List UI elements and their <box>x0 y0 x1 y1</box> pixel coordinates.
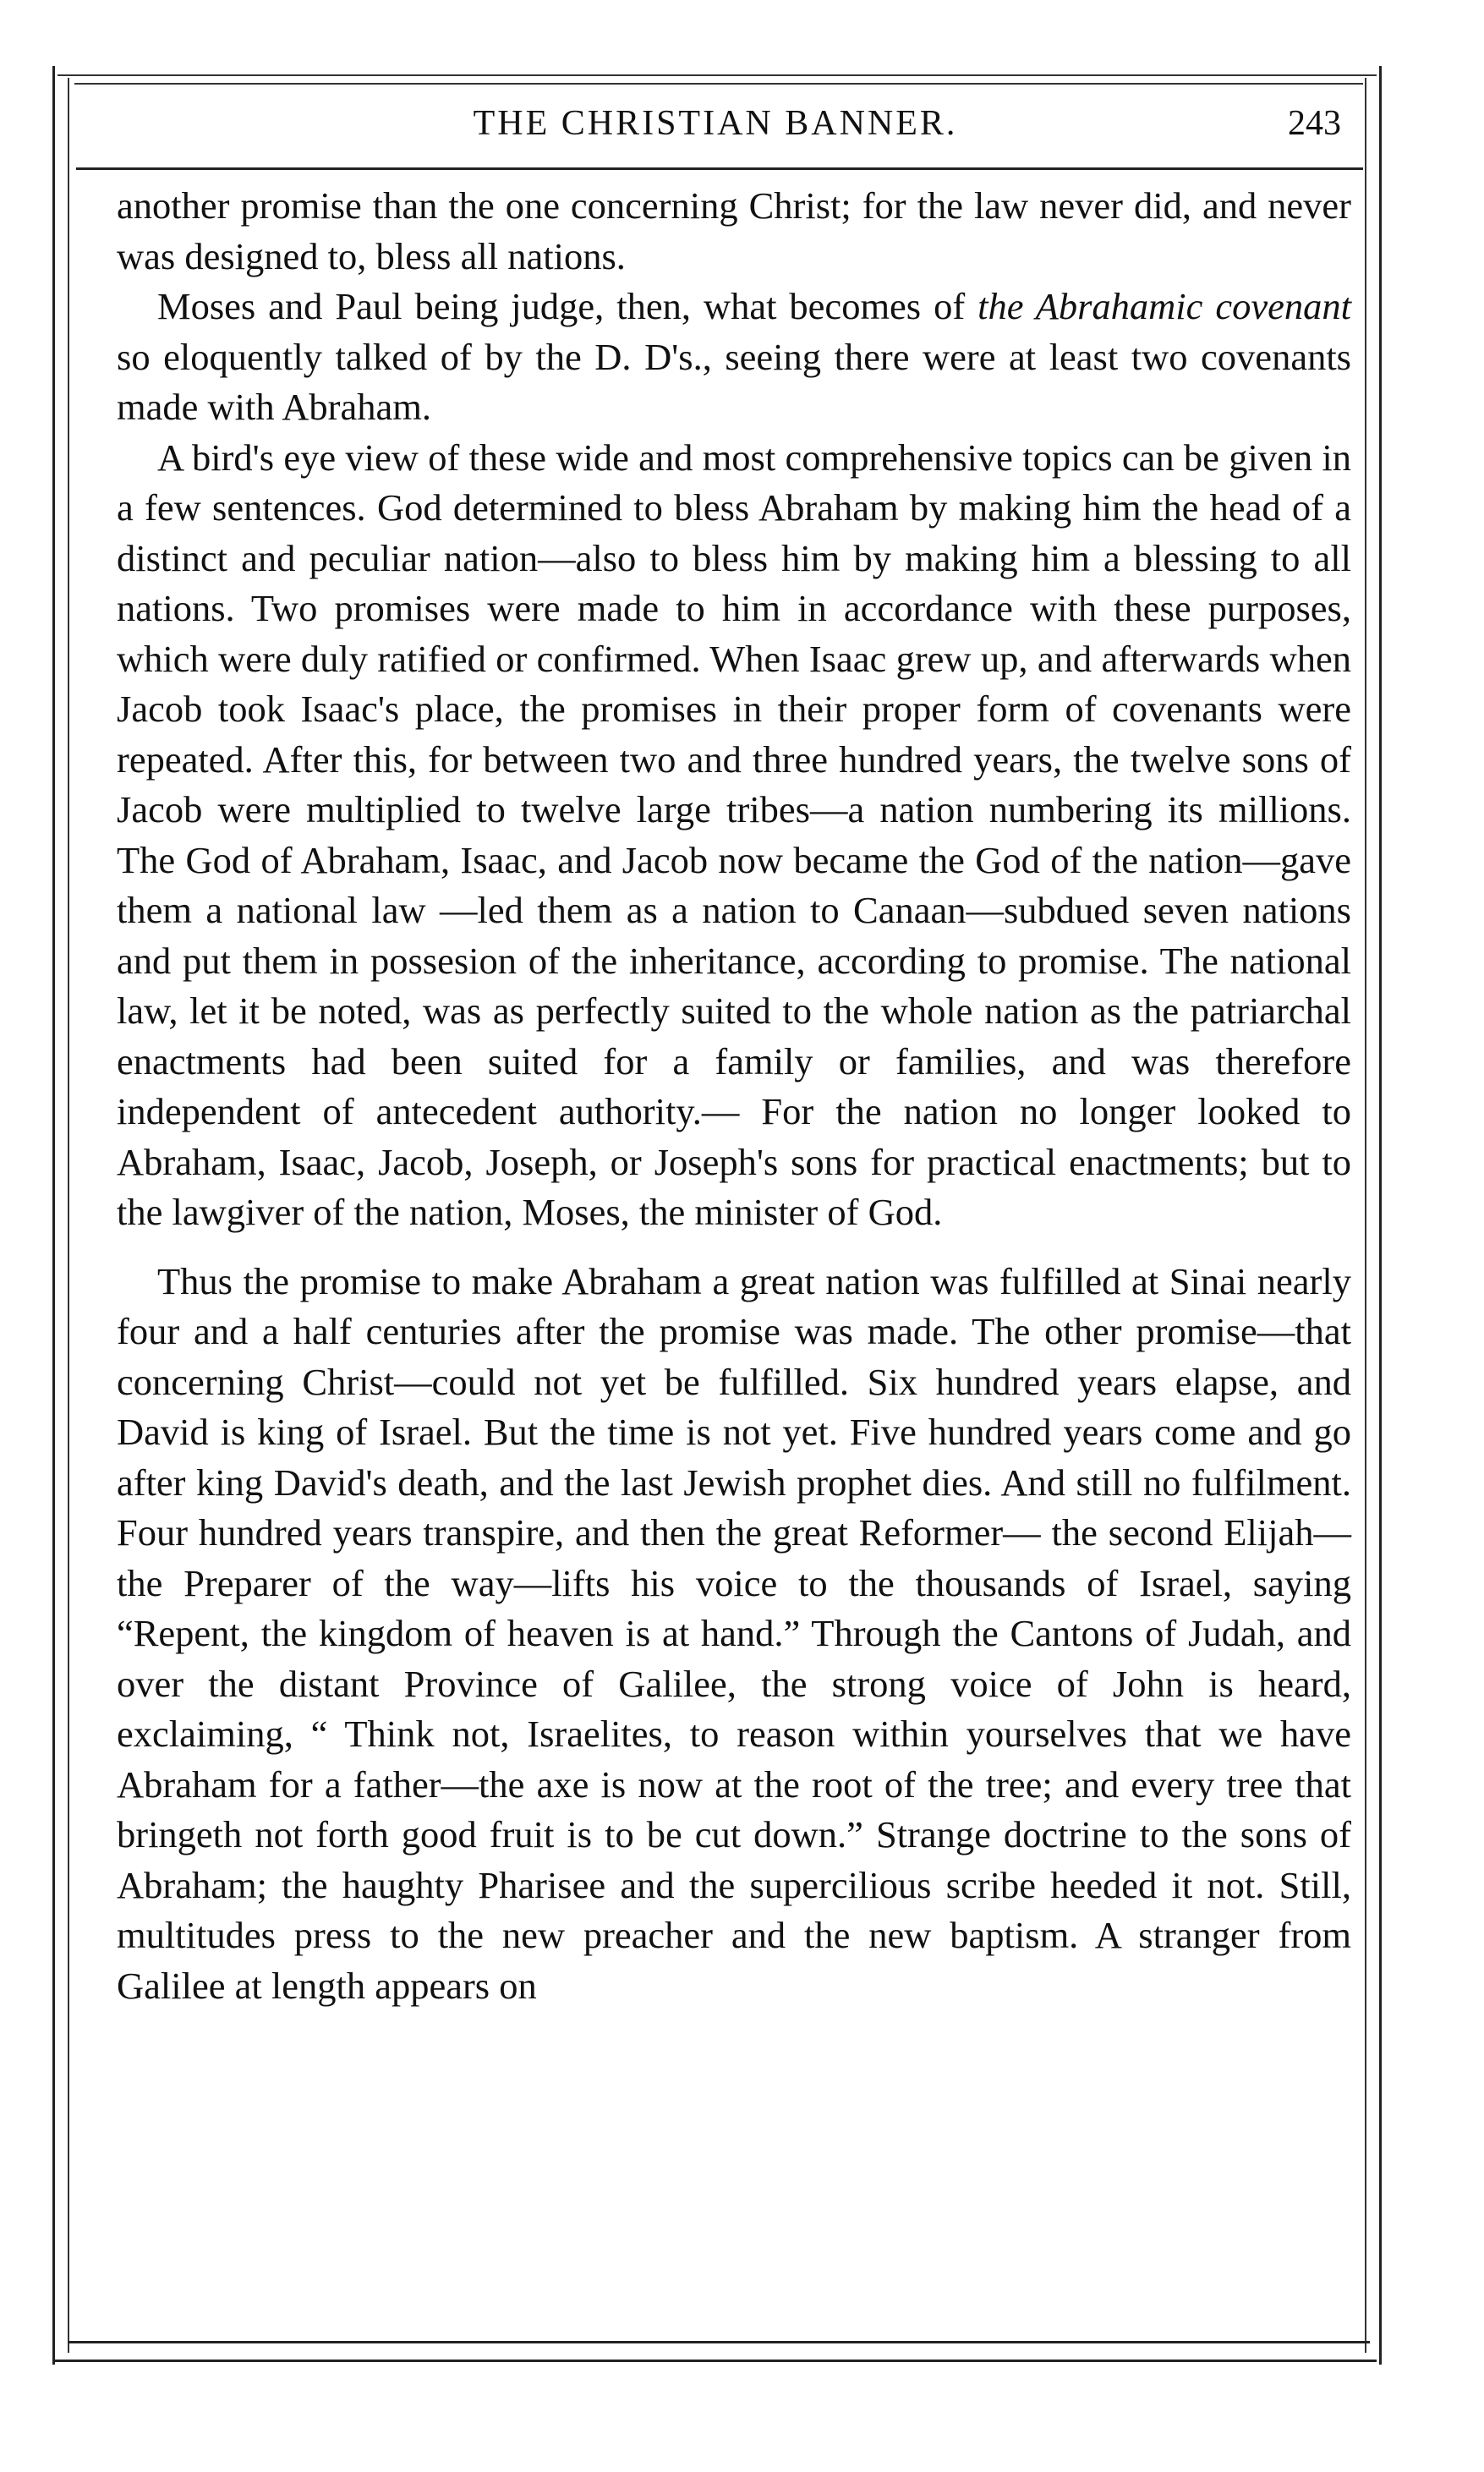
paragraph-birds-eye-view: A bird's eye view of these wide and most comprehensive topics can be given in a few sentences. God determined to bless Abraham by making him the head of a distinct and peculiar nation—also to bless him by making him a blessing to all nations. Two promises were made to him in accordance with these purposes, which were duly ratified or confirmed. When Isaac grew up, and afterwards when Jacob took Isaac's place, the promises in their proper form of covenants were repeated. After this, for between two and three hundred years, the twelve sons of Jacob were multiplied to twelve large tribes—a nation numbering its millions. The God of Abraham, Isaac, and Jacob now became the God of the nation—gave them a national law —led them as a nation to Canaan—subdued seven nations and put them in possesion of the inheritance, according to promise. The national law, let it be noted, was as perfectly suited to the whole nation as the patriarchal enactments had been suited for a family or families, and was therefore independent of antecedent authority.— For the nation no longer looked to Abraham, Isaac, Jacob, Joseph, or Joseph's sons for practical enactments; but to the lawgiver of the nation, Moses, the minister of God. <box>117 436 1351 1233</box>
page-number: 243 <box>1288 104 1341 143</box>
paragraph-text: so eloquently talked of by the D. D's., seeing there were at least two covenants made with Abraham. <box>117 335 1351 428</box>
top-rule-inner <box>74 83 1363 85</box>
paragraph-covenant <box>117 282 1351 433</box>
header-rule <box>76 167 1363 170</box>
emphasis-text: the Abrahamic covenant <box>977 285 1351 327</box>
article-body <box>117 181 1351 2338</box>
running-title: THE CHRISTIAN BANNER. <box>473 104 958 143</box>
bottom-rule-inner <box>68 2341 1370 2343</box>
paragraph-promise-fulfilled: Thus the promise to make Abraham a great nation was fulfilled at Sinai nearly four and a half centuries after the promise was made. The other promise—that concerning Christ—could not yet be fulfilled. Six hundred years elapse, and David is king of Israel. But the time is not yet. Five hundred years come and go after king David's death, and the last Jewish prophet dies. And still no fulfilment. Four hundred years transpire, and then the great Reformer— the second Elijah—the Preparer of the way—lifts his voice to the thousands of Israel, saying “Repent, the kingdom of heaven is at hand.” Through the Cantons of Judah, and over the distant Province of Galilee, the strong voice of John is heard, exclaiming, “ Think not, Israelites, to reason within yourselves that we have Abraham for a father—the axe is now at the root of the tree; and every tree that bringeth not forth good fruit is to be cut down.” Strange doctrine to the sons of Abraham; the haughty Pharisee and the supercilious scribe heeded it not. Still, multitudes press to the new preacher and the new baptism. A stranger from Galilee at length appears on <box>117 1259 1351 2007</box>
bottom-rule-outer <box>52 2360 1377 2362</box>
top-rule-outer <box>57 74 1377 76</box>
paragraph-continued: another promise than the one concerning Christ; for the law never did, and never was designed to, bless all nations. <box>117 184 1351 277</box>
paragraph-text: Moses and Paul being judge, then, what becomes of <box>157 285 978 327</box>
running-header <box>81 91 1350 162</box>
